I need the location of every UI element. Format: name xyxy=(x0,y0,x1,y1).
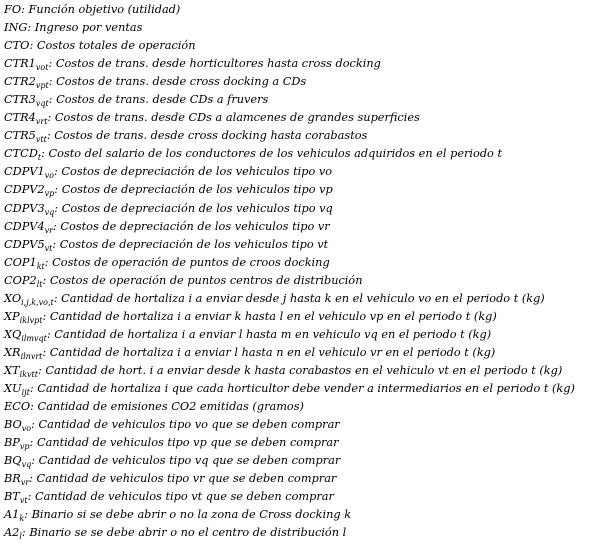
variable-subscript: ilnvrt xyxy=(20,351,43,361)
definition-row xyxy=(4,1,612,19)
variable-description: : Costos totales de operación xyxy=(29,39,196,53)
variable-subscript: vo xyxy=(44,171,54,181)
variable-symbol: ING xyxy=(4,21,28,35)
variable-subscript: k xyxy=(19,514,25,524)
variable-symbol: COP2 xyxy=(4,273,37,287)
definition-row xyxy=(4,398,612,416)
variable-description: : Costos de depreciación de los vehiculos tipo vo xyxy=(54,165,333,179)
definition-row xyxy=(4,163,612,181)
variable-description: : Costos de trans. desde CDs a fruvers xyxy=(48,93,269,107)
variable-symbol: CTR4 xyxy=(4,111,36,125)
variable-description: : Costos de depreciación de los vehiculos tipo vq xyxy=(54,201,333,215)
variable-description: : Cantidad de vehiculos tipo vr que se deben comprar xyxy=(29,472,337,486)
definition-row xyxy=(4,218,612,236)
definition-row xyxy=(4,434,612,452)
variable-description: : Cantidad de vehiculos tipo vq que se deben comprar xyxy=(31,454,341,468)
variable-subscript: vp xyxy=(44,189,55,199)
variable-description: : Costos de depreciación de los vehiculos tipo vr xyxy=(53,219,330,233)
variable-subscript: l xyxy=(19,532,22,542)
variable-subscript: lt xyxy=(36,279,43,289)
variable-subscript: vr xyxy=(44,225,53,235)
variable-subscript: iklvpt xyxy=(19,315,43,325)
definition-row xyxy=(4,470,612,488)
definition-row xyxy=(4,362,612,380)
variable-description: : Costos de trans. desde cross docking hasta corabastos xyxy=(46,129,368,143)
variable-description: : Costo del salario de los conductores de los vehiculos adquiridos en el periodo t xyxy=(41,147,502,161)
definition-row xyxy=(4,344,612,362)
variable-subscript: t xyxy=(37,153,42,163)
definition-row xyxy=(4,452,612,470)
variable-description: : Costos de trans. desde CDs a alamcenes de grandes superficies xyxy=(47,111,420,125)
variable-symbol: CTR5 xyxy=(4,129,36,143)
variable-symbol: CTR2 xyxy=(4,75,36,89)
variable-symbol: XO xyxy=(4,291,22,305)
variable-subscript: vp xyxy=(19,442,30,452)
variable-description: : Costos de operación de puntos de croos docking xyxy=(44,255,330,269)
variable-symbol: XP xyxy=(4,309,20,323)
variable-symbol: CTR1 xyxy=(4,57,36,71)
definition-row xyxy=(4,181,612,199)
definition-row xyxy=(4,524,612,542)
variable-subscript: vr xyxy=(20,478,30,488)
variable-description: : Binario si se debe abrir o no la zona de Cross docking k xyxy=(24,508,352,522)
variable-symbol: CDPV1 xyxy=(4,165,45,179)
definition-row xyxy=(4,416,612,434)
variable-symbol: XR xyxy=(4,345,21,359)
variable-symbol: BO xyxy=(4,418,22,432)
definition-row xyxy=(4,19,612,37)
variable-subscript: vrt xyxy=(35,117,48,127)
variable-subscript: ijt xyxy=(21,387,30,397)
variable-description: : Cantidad de vehiculos tipo vp que se deben comprar xyxy=(29,436,339,450)
variable-symbol: BR xyxy=(4,472,21,486)
definition-row xyxy=(4,290,612,308)
definition-row xyxy=(4,488,612,506)
definition-row xyxy=(4,380,612,398)
variable-subscript: vtt xyxy=(35,135,47,145)
variable-description: : Cantidad de hortaliza i a enviar k hasta l en el vehiculo vp en el periodo t (kg) xyxy=(42,309,497,323)
variable-symbol: ECO xyxy=(4,400,31,414)
definition-row xyxy=(4,55,612,73)
variable-description: : Cantidad de hortaliza i a enviar l hasta m en vehiculo vq en el periodo t (kg) xyxy=(46,327,492,341)
definition-row xyxy=(4,506,612,524)
variable-description: : Costos de depreciación de los vehiculos tipo vt xyxy=(52,237,329,251)
definition-row xyxy=(4,127,612,145)
variable-symbol: CTO xyxy=(4,39,30,53)
variable-description: : Costos de depreciación de los vehiculos tipo vp xyxy=(54,183,333,197)
variable-subscript: vq xyxy=(21,460,32,470)
variable-symbol: XT xyxy=(4,363,20,377)
variable-symbol: A2 xyxy=(4,526,20,540)
variable-symbol: BT xyxy=(4,490,20,504)
variable-subscript: vpt xyxy=(35,81,49,91)
variable-symbol: XQ xyxy=(4,327,22,341)
definition-row xyxy=(4,109,612,127)
variable-subscript: vot xyxy=(35,63,49,73)
variable-description: : Binario se se debe abrir o no el centro de distribución l xyxy=(21,526,347,540)
definition-row xyxy=(4,272,612,290)
definition-row xyxy=(4,236,612,254)
variable-description: : Cantidad de vehiculos tipo vt que se deben comprar xyxy=(27,490,334,504)
variable-symbol: CDPV3 xyxy=(4,201,45,215)
variable-symbol: COP1 xyxy=(4,255,37,269)
variable-description: : Costos de trans. desde cross docking a CDs xyxy=(48,75,307,89)
definition-row xyxy=(4,145,612,163)
definition-row xyxy=(4,254,612,272)
variable-symbol: CTR3 xyxy=(4,93,36,107)
variable-subscript: vo xyxy=(21,424,32,434)
variable-symbol: CTCD xyxy=(4,147,38,161)
variable-subscript: ikvtt xyxy=(19,369,38,379)
variable-description: : Cantidad de vehiculos tipo vo que se deben comprar xyxy=(31,418,340,432)
variable-description: : Cantidad de hortaliza i a enviar l hasta n en el vehiculo vr en el periodo t (kg) xyxy=(42,345,496,359)
variable-subscript: i,j,k,vo,t xyxy=(21,297,54,307)
variable-subscript: ilmvqt xyxy=(21,333,47,343)
variable-description: : Costos de operación de puntos centros de distribución xyxy=(42,273,363,287)
variable-symbol: CDPV4 xyxy=(4,219,45,233)
definition-row xyxy=(4,200,612,218)
variable-symbol: A1 xyxy=(4,508,20,522)
variable-symbol: FO xyxy=(4,3,22,16)
variable-subscript: vt xyxy=(44,243,53,253)
variable-symbol: BP xyxy=(4,436,20,450)
variable-subscript: vq xyxy=(44,207,55,217)
variable-description: : Cantidad de emisiones CO2 emitidas (gramos) xyxy=(30,400,304,414)
variable-description: : Ingreso por ventas xyxy=(27,21,143,35)
variable-subscript: vt xyxy=(19,496,28,506)
variable-description: : Costos de trans. desde horticultores hasta cross docking xyxy=(48,57,381,71)
variable-symbol: CDPV2 xyxy=(4,183,45,197)
variable-subscript: kt xyxy=(36,261,45,271)
definition-row xyxy=(4,308,612,326)
definition-row xyxy=(4,73,612,91)
definition-row xyxy=(4,91,612,109)
variable-subscript: vqt xyxy=(35,99,49,109)
variable-symbol: XU xyxy=(4,381,22,395)
variable-description: : Cantidad de hortaliza i a enviar desde j hasta k en el vehiculo vo en el periodo t (kg) xyxy=(53,291,545,305)
variable-description: : Función objetivo (utilidad) xyxy=(21,3,181,16)
variable-symbol: CDPV5 xyxy=(4,237,45,251)
variable-symbol: BQ xyxy=(4,454,22,468)
definition-row xyxy=(4,37,612,55)
definition-row xyxy=(4,326,612,344)
variable-description: : Cantidad de hortaliza i que cada horticultor debe vender a intermediarios en el periodo t (kg) xyxy=(29,381,575,395)
variable-description: : Cantidad de hort. i a enviar desde k hasta corabastos en el vehiculo vt en el periodo t (kg) xyxy=(37,363,563,377)
